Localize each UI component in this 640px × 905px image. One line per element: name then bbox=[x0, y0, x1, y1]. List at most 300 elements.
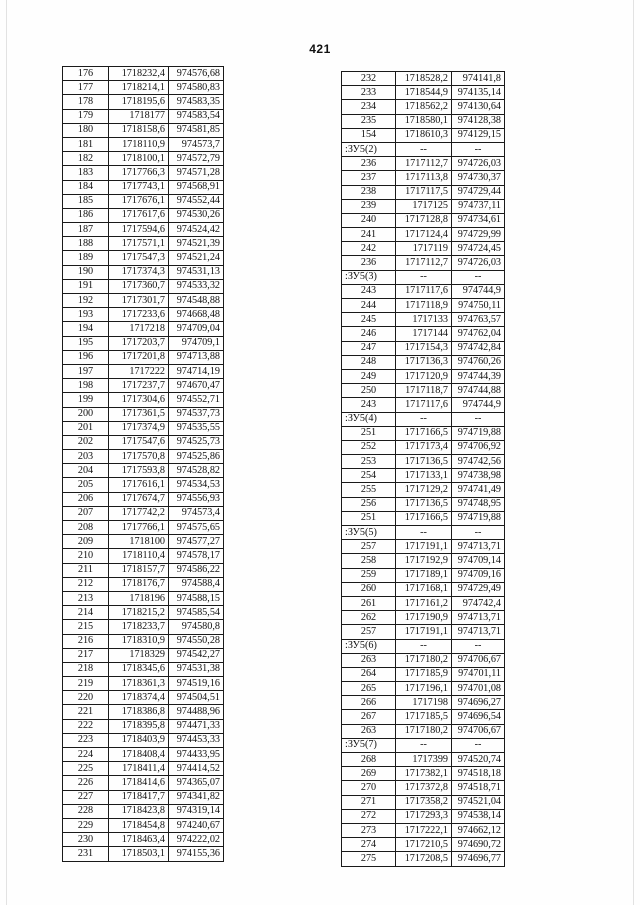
table-row bbox=[63, 549, 224, 563]
point-number-cell: 186 bbox=[63, 208, 109, 222]
y-coordinate-cell: 974742,4 bbox=[452, 596, 505, 610]
x-coordinate-cell: 1717113,8 bbox=[396, 171, 452, 185]
point-number-cell: 271 bbox=[342, 795, 396, 809]
x-coordinate-cell: 1717144 bbox=[396, 327, 452, 341]
table-row bbox=[342, 384, 505, 398]
y-coordinate-cell: 974719,88 bbox=[452, 426, 505, 440]
point-number-cell: 206 bbox=[63, 492, 109, 506]
table-row bbox=[342, 157, 505, 171]
table-row bbox=[63, 563, 224, 577]
table-row bbox=[342, 511, 505, 525]
x-coordinate-cell: 1717766,1 bbox=[109, 521, 169, 535]
x-coordinate-cell: 1717133 bbox=[396, 313, 452, 327]
x-coordinate-cell: 1717118,9 bbox=[396, 299, 452, 313]
point-number-cell: 229 bbox=[63, 818, 109, 832]
x-coordinate-cell: 1718100,1 bbox=[109, 152, 169, 166]
table-row bbox=[63, 166, 224, 180]
table-row bbox=[342, 809, 505, 823]
x-coordinate-cell: 1717198 bbox=[396, 696, 452, 710]
point-number-cell: 269 bbox=[342, 767, 396, 781]
point-number-cell: 181 bbox=[63, 137, 109, 151]
point-number-cell: 265 bbox=[342, 682, 396, 696]
point-number-cell: 243 bbox=[342, 284, 396, 298]
coordinates-table-right-body bbox=[342, 72, 505, 867]
table-row bbox=[63, 407, 224, 421]
y-coordinate-cell: 974701,08 bbox=[452, 682, 505, 696]
y-coordinate-cell: 974568,91 bbox=[169, 180, 224, 194]
point-number-cell: 190 bbox=[63, 265, 109, 279]
y-coordinate-cell: 974535,55 bbox=[169, 421, 224, 435]
table-row bbox=[342, 823, 505, 837]
table-row bbox=[63, 379, 224, 393]
y-coordinate-cell: 974130,64 bbox=[452, 100, 505, 114]
point-number-cell: 257 bbox=[342, 540, 396, 554]
point-number-cell: 239 bbox=[342, 199, 396, 213]
point-number-cell: 270 bbox=[342, 781, 396, 795]
y-coordinate-cell: 974572,79 bbox=[169, 152, 224, 166]
table-row bbox=[63, 833, 224, 847]
x-coordinate-cell: 1717120,9 bbox=[396, 369, 452, 383]
y-coordinate-cell: 974583,35 bbox=[169, 95, 224, 109]
y-coordinate-cell: 974573,7 bbox=[169, 137, 224, 151]
y-coordinate-cell: 974571,28 bbox=[169, 166, 224, 180]
point-number-cell: 245 bbox=[342, 313, 396, 327]
x-coordinate-cell: 1717154,3 bbox=[396, 341, 452, 355]
table-row bbox=[63, 535, 224, 549]
table-row bbox=[342, 554, 505, 568]
table-row bbox=[342, 795, 505, 809]
y-coordinate-cell: 974576,68 bbox=[169, 67, 224, 81]
table-row bbox=[342, 469, 505, 483]
table-row bbox=[342, 299, 505, 313]
table-row bbox=[342, 142, 505, 156]
x-coordinate-cell: 1717676,1 bbox=[109, 194, 169, 208]
table-row bbox=[342, 114, 505, 128]
point-number-cell: 212 bbox=[63, 577, 109, 591]
table-row bbox=[342, 767, 505, 781]
y-coordinate-cell: 974521,24 bbox=[169, 251, 224, 265]
point-number-cell: 258 bbox=[342, 554, 396, 568]
y-coordinate-cell: 974696,27 bbox=[452, 696, 505, 710]
x-coordinate-cell: 1718411,4 bbox=[109, 762, 169, 776]
point-number-cell: 184 bbox=[63, 180, 109, 194]
y-coordinate-cell: 974760,26 bbox=[452, 355, 505, 369]
y-coordinate-cell: 974556,93 bbox=[169, 492, 224, 506]
x-coordinate-cell: 1717168,1 bbox=[396, 582, 452, 596]
y-coordinate-cell: -- bbox=[452, 142, 505, 156]
x-coordinate-cell: 1717570,8 bbox=[109, 450, 169, 464]
table-row bbox=[63, 818, 224, 832]
point-number-cell: 244 bbox=[342, 299, 396, 313]
point-number-cell: 205 bbox=[63, 478, 109, 492]
point-number-cell: 197 bbox=[63, 364, 109, 378]
parcel-label-cell: :ЗУ5(3) bbox=[342, 270, 396, 284]
y-coordinate-cell: 974744,39 bbox=[452, 369, 505, 383]
table-row bbox=[342, 86, 505, 100]
y-coordinate-cell: 974713,71 bbox=[452, 611, 505, 625]
y-coordinate-cell: 974748,95 bbox=[452, 497, 505, 511]
point-number-cell: 236 bbox=[342, 256, 396, 270]
point-number-cell: 238 bbox=[342, 185, 396, 199]
x-coordinate-cell: 1717222,1 bbox=[396, 823, 452, 837]
y-coordinate-cell: 974744,9 bbox=[452, 398, 505, 412]
point-number-cell: 249 bbox=[342, 369, 396, 383]
x-coordinate-cell: 1718408,4 bbox=[109, 748, 169, 762]
y-coordinate-cell: 974548,88 bbox=[169, 294, 224, 308]
point-number-cell: 221 bbox=[63, 705, 109, 719]
point-number-cell: 185 bbox=[63, 194, 109, 208]
y-coordinate-cell: 974714,19 bbox=[169, 364, 224, 378]
y-coordinate-cell: 974726,03 bbox=[452, 256, 505, 270]
x-coordinate-cell: 1718215,2 bbox=[109, 606, 169, 620]
table-row bbox=[63, 662, 224, 676]
table-row bbox=[63, 350, 224, 364]
point-number-cell: 214 bbox=[63, 606, 109, 620]
coordinates-table-left bbox=[62, 66, 224, 862]
point-number-cell: 178 bbox=[63, 95, 109, 109]
table-row bbox=[63, 677, 224, 691]
table-row bbox=[63, 393, 224, 407]
table-row bbox=[63, 591, 224, 605]
point-number-cell: 263 bbox=[342, 653, 396, 667]
table-row bbox=[342, 327, 505, 341]
y-coordinate-cell: 974319,14 bbox=[169, 804, 224, 818]
x-coordinate-cell: 1718374,4 bbox=[109, 691, 169, 705]
point-number-cell: 233 bbox=[342, 86, 396, 100]
y-coordinate-cell: 974580,83 bbox=[169, 81, 224, 95]
point-number-cell: 176 bbox=[63, 67, 109, 81]
x-coordinate-cell: 1717112,7 bbox=[396, 157, 452, 171]
x-coordinate-cell: 1718176,7 bbox=[109, 577, 169, 591]
point-number-cell: 251 bbox=[342, 511, 396, 525]
point-number-cell: 272 bbox=[342, 809, 396, 823]
table-row bbox=[63, 606, 224, 620]
y-coordinate-cell: 974709,16 bbox=[452, 568, 505, 582]
point-number-cell: 154 bbox=[342, 128, 396, 142]
x-coordinate-cell: 1718395,8 bbox=[109, 719, 169, 733]
x-coordinate-cell: 1717594,6 bbox=[109, 223, 169, 237]
point-number-cell: 217 bbox=[63, 648, 109, 662]
y-coordinate-cell: 974662,12 bbox=[452, 823, 505, 837]
x-coordinate-cell: 1718386,8 bbox=[109, 705, 169, 719]
x-coordinate-cell: 1717374,3 bbox=[109, 265, 169, 279]
x-coordinate-cell: 1717119 bbox=[396, 242, 452, 256]
y-coordinate-cell: -- bbox=[452, 526, 505, 540]
table-row bbox=[342, 398, 505, 412]
table-row bbox=[342, 667, 505, 681]
point-number-cell: 264 bbox=[342, 667, 396, 681]
table-row bbox=[63, 776, 224, 790]
y-coordinate-cell: 974706,67 bbox=[452, 724, 505, 738]
y-coordinate-cell: 974580,8 bbox=[169, 620, 224, 634]
y-coordinate-cell: 974531,13 bbox=[169, 265, 224, 279]
y-coordinate-cell: 974583,54 bbox=[169, 109, 224, 123]
point-number-cell: 268 bbox=[342, 753, 396, 767]
x-coordinate-cell: 1717358,2 bbox=[396, 795, 452, 809]
y-coordinate-cell: 974552,71 bbox=[169, 393, 224, 407]
point-number-cell: 231 bbox=[63, 847, 109, 861]
point-number-cell: 210 bbox=[63, 549, 109, 563]
x-coordinate-cell: 1718196 bbox=[109, 591, 169, 605]
point-number-cell: 188 bbox=[63, 237, 109, 251]
y-coordinate-cell: 974741,49 bbox=[452, 483, 505, 497]
point-number-cell: 226 bbox=[63, 776, 109, 790]
x-coordinate-cell: 1717136,5 bbox=[396, 497, 452, 511]
table-row bbox=[63, 194, 224, 208]
table-row bbox=[63, 705, 224, 719]
table-row bbox=[342, 369, 505, 383]
point-number-cell: 241 bbox=[342, 228, 396, 242]
point-number-cell: 230 bbox=[63, 833, 109, 847]
table-row bbox=[63, 719, 224, 733]
table-row bbox=[342, 497, 505, 511]
table-row bbox=[342, 341, 505, 355]
table-row bbox=[63, 577, 224, 591]
x-coordinate-cell: 1718414,6 bbox=[109, 776, 169, 790]
x-coordinate-cell: 1717161,2 bbox=[396, 596, 452, 610]
y-coordinate-cell: 974528,82 bbox=[169, 464, 224, 478]
y-coordinate-cell: 974524,42 bbox=[169, 223, 224, 237]
y-coordinate-cell: 974341,82 bbox=[169, 790, 224, 804]
x-coordinate-cell: 1718310,9 bbox=[109, 634, 169, 648]
y-coordinate-cell: 974533,32 bbox=[169, 279, 224, 293]
point-number-cell: 216 bbox=[63, 634, 109, 648]
y-coordinate-cell: 974471,33 bbox=[169, 719, 224, 733]
x-coordinate-cell: 1717360,7 bbox=[109, 279, 169, 293]
x-coordinate-cell: 1717304,6 bbox=[109, 393, 169, 407]
y-coordinate-cell: 974521,39 bbox=[169, 237, 224, 251]
x-coordinate-cell: 1717743,1 bbox=[109, 180, 169, 194]
x-coordinate-cell: 1717210,5 bbox=[396, 838, 452, 852]
table-row bbox=[342, 171, 505, 185]
table-row bbox=[63, 123, 224, 137]
y-coordinate-cell: 974581,85 bbox=[169, 123, 224, 137]
point-number-cell: 200 bbox=[63, 407, 109, 421]
coordinates-table-right bbox=[341, 71, 505, 867]
table-row bbox=[342, 625, 505, 639]
point-number-cell: 204 bbox=[63, 464, 109, 478]
table-row bbox=[342, 313, 505, 327]
x-coordinate-cell: 1718528,2 bbox=[396, 72, 452, 86]
point-number-cell: 248 bbox=[342, 355, 396, 369]
y-coordinate-cell: 974729,49 bbox=[452, 582, 505, 596]
x-coordinate-cell: 1717173,4 bbox=[396, 440, 452, 454]
y-coordinate-cell: 974690,72 bbox=[452, 838, 505, 852]
y-coordinate-cell: 974135,14 bbox=[452, 86, 505, 100]
point-number-cell: 262 bbox=[342, 611, 396, 625]
x-coordinate-cell: 1718417,7 bbox=[109, 790, 169, 804]
point-number-cell: 275 bbox=[342, 852, 396, 866]
table-row bbox=[342, 838, 505, 852]
point-number-cell: 232 bbox=[342, 72, 396, 86]
table-row bbox=[342, 483, 505, 497]
y-coordinate-cell: -- bbox=[452, 270, 505, 284]
x-coordinate-cell: 1718329 bbox=[109, 648, 169, 662]
y-coordinate-cell: 974240,67 bbox=[169, 818, 224, 832]
x-coordinate-cell: 1718214,1 bbox=[109, 81, 169, 95]
y-coordinate-cell: 974488,96 bbox=[169, 705, 224, 719]
x-coordinate-cell: 1718233,7 bbox=[109, 620, 169, 634]
point-number-cell: 246 bbox=[342, 327, 396, 341]
table-row bbox=[342, 242, 505, 256]
y-coordinate-cell: 974531,38 bbox=[169, 662, 224, 676]
x-coordinate-cell: 1717117,5 bbox=[396, 185, 452, 199]
x-coordinate-cell: 1717766,3 bbox=[109, 166, 169, 180]
x-coordinate-cell: 1717293,3 bbox=[396, 809, 452, 823]
y-coordinate-cell: 974575,65 bbox=[169, 521, 224, 535]
y-coordinate-cell: 974129,15 bbox=[452, 128, 505, 142]
y-coordinate-cell: 974706,92 bbox=[452, 440, 505, 454]
y-coordinate-cell: 974730,37 bbox=[452, 171, 505, 185]
x-coordinate-cell: 1718158,6 bbox=[109, 123, 169, 137]
x-coordinate-cell: 1717189,1 bbox=[396, 568, 452, 582]
point-number-cell: 213 bbox=[63, 591, 109, 605]
y-coordinate-cell: 974141,8 bbox=[452, 72, 505, 86]
y-coordinate-cell: 974588,4 bbox=[169, 577, 224, 591]
y-coordinate-cell: 974696,54 bbox=[452, 710, 505, 724]
y-coordinate-cell: 974713,88 bbox=[169, 350, 224, 364]
parcel-label-cell: :ЗУ5(6) bbox=[342, 639, 396, 653]
y-coordinate-cell: -- bbox=[452, 412, 505, 426]
y-coordinate-cell: 974521,04 bbox=[452, 795, 505, 809]
table-row bbox=[63, 748, 224, 762]
x-coordinate-cell: 1718403,9 bbox=[109, 733, 169, 747]
point-number-cell: 194 bbox=[63, 322, 109, 336]
x-coordinate-cell: 1717117,6 bbox=[396, 398, 452, 412]
x-coordinate-cell: 1717136,3 bbox=[396, 355, 452, 369]
coordinates-table-left-body bbox=[63, 67, 224, 862]
table-row bbox=[63, 336, 224, 350]
y-coordinate-cell: 974668,48 bbox=[169, 308, 224, 322]
y-coordinate-cell: 974744,88 bbox=[452, 384, 505, 398]
x-coordinate-cell: 1718454,8 bbox=[109, 818, 169, 832]
page-number: 421 bbox=[309, 42, 331, 56]
table-row bbox=[63, 67, 224, 81]
point-number-cell: 193 bbox=[63, 308, 109, 322]
x-coordinate-cell: 1717233,6 bbox=[109, 308, 169, 322]
y-coordinate-cell: 974552,44 bbox=[169, 194, 224, 208]
y-coordinate-cell: -- bbox=[452, 738, 505, 752]
y-coordinate-cell: 974525,73 bbox=[169, 435, 224, 449]
point-number-cell: 259 bbox=[342, 568, 396, 582]
point-number-cell: 207 bbox=[63, 506, 109, 520]
y-coordinate-cell: 974577,27 bbox=[169, 535, 224, 549]
x-coordinate-cell: 1717382,1 bbox=[396, 767, 452, 781]
table-row bbox=[342, 199, 505, 213]
point-number-cell: 237 bbox=[342, 171, 396, 185]
y-coordinate-cell: 974713,71 bbox=[452, 625, 505, 639]
point-number-cell: 219 bbox=[63, 677, 109, 691]
point-number-cell: 215 bbox=[63, 620, 109, 634]
point-number-cell: 209 bbox=[63, 535, 109, 549]
y-coordinate-cell: 974518,71 bbox=[452, 781, 505, 795]
y-coordinate-cell: 974586,22 bbox=[169, 563, 224, 577]
x-coordinate-cell: 1718345,6 bbox=[109, 662, 169, 676]
x-coordinate-cell: 1718562,2 bbox=[396, 100, 452, 114]
table-row bbox=[63, 648, 224, 662]
table-row bbox=[63, 237, 224, 251]
y-coordinate-cell: 974701,11 bbox=[452, 667, 505, 681]
x-coordinate-cell: 1717112,7 bbox=[396, 256, 452, 270]
table-row bbox=[63, 364, 224, 378]
point-number-cell: 222 bbox=[63, 719, 109, 733]
point-number-cell: 243 bbox=[342, 398, 396, 412]
point-number-cell: 227 bbox=[63, 790, 109, 804]
x-coordinate-cell: 1717361,5 bbox=[109, 407, 169, 421]
table-row bbox=[342, 412, 505, 426]
table-row bbox=[63, 435, 224, 449]
x-coordinate-cell: 1717372,8 bbox=[396, 781, 452, 795]
table-row bbox=[63, 464, 224, 478]
point-number-cell: 257 bbox=[342, 625, 396, 639]
y-coordinate-cell: 974744,9 bbox=[452, 284, 505, 298]
x-coordinate-cell: 1717192,9 bbox=[396, 554, 452, 568]
table-row bbox=[63, 421, 224, 435]
y-coordinate-cell: 974737,11 bbox=[452, 199, 505, 213]
table-row bbox=[63, 322, 224, 336]
y-coordinate-cell: 974222,02 bbox=[169, 833, 224, 847]
x-coordinate-cell: 1718232,4 bbox=[109, 67, 169, 81]
x-coordinate-cell: 1718195,6 bbox=[109, 95, 169, 109]
y-coordinate-cell: 974550,28 bbox=[169, 634, 224, 648]
table-row bbox=[342, 426, 505, 440]
y-coordinate-cell: 974738,98 bbox=[452, 469, 505, 483]
point-number-cell: 254 bbox=[342, 469, 396, 483]
x-coordinate-cell: 1717399 bbox=[396, 753, 452, 767]
y-coordinate-cell: 974670,47 bbox=[169, 379, 224, 393]
y-coordinate-cell: 974525,86 bbox=[169, 450, 224, 464]
x-coordinate-cell: 1717196,1 bbox=[396, 682, 452, 696]
y-coordinate-cell: 974573,4 bbox=[169, 506, 224, 520]
table-row bbox=[342, 710, 505, 724]
table-row bbox=[63, 95, 224, 109]
table-row bbox=[342, 228, 505, 242]
point-number-cell: 183 bbox=[63, 166, 109, 180]
y-coordinate-cell: 974734,61 bbox=[452, 213, 505, 227]
x-coordinate-cell: 1718610,3 bbox=[396, 128, 452, 142]
table-row bbox=[63, 790, 224, 804]
x-coordinate-cell: 1717203,7 bbox=[109, 336, 169, 350]
x-coordinate-cell: 1717674,7 bbox=[109, 492, 169, 506]
table-row bbox=[342, 440, 505, 454]
x-coordinate-cell: 1718580,1 bbox=[396, 114, 452, 128]
table-row bbox=[342, 781, 505, 795]
x-coordinate-cell: 1717180,2 bbox=[396, 724, 452, 738]
x-coordinate-cell: 1717125 bbox=[396, 199, 452, 213]
point-number-cell: 203 bbox=[63, 450, 109, 464]
x-coordinate-cell: -- bbox=[396, 738, 452, 752]
point-number-cell: 182 bbox=[63, 152, 109, 166]
x-coordinate-cell: 1717185,9 bbox=[396, 667, 452, 681]
table-row bbox=[342, 213, 505, 227]
x-coordinate-cell: 1717301,7 bbox=[109, 294, 169, 308]
x-coordinate-cell: 1718544,9 bbox=[396, 86, 452, 100]
x-coordinate-cell: 1717166,5 bbox=[396, 511, 452, 525]
y-coordinate-cell: 974433,95 bbox=[169, 748, 224, 762]
x-coordinate-cell: 1718110,9 bbox=[109, 137, 169, 151]
y-coordinate-cell: 974588,15 bbox=[169, 591, 224, 605]
y-coordinate-cell: 974729,99 bbox=[452, 228, 505, 242]
x-coordinate-cell: 1717129,2 bbox=[396, 483, 452, 497]
table-row bbox=[342, 284, 505, 298]
table-row bbox=[342, 256, 505, 270]
point-number-cell: 211 bbox=[63, 563, 109, 577]
point-number-cell: 218 bbox=[63, 662, 109, 676]
y-coordinate-cell: 974742,84 bbox=[452, 341, 505, 355]
x-coordinate-cell: -- bbox=[396, 526, 452, 540]
table-row bbox=[342, 596, 505, 610]
table-row bbox=[63, 137, 224, 151]
